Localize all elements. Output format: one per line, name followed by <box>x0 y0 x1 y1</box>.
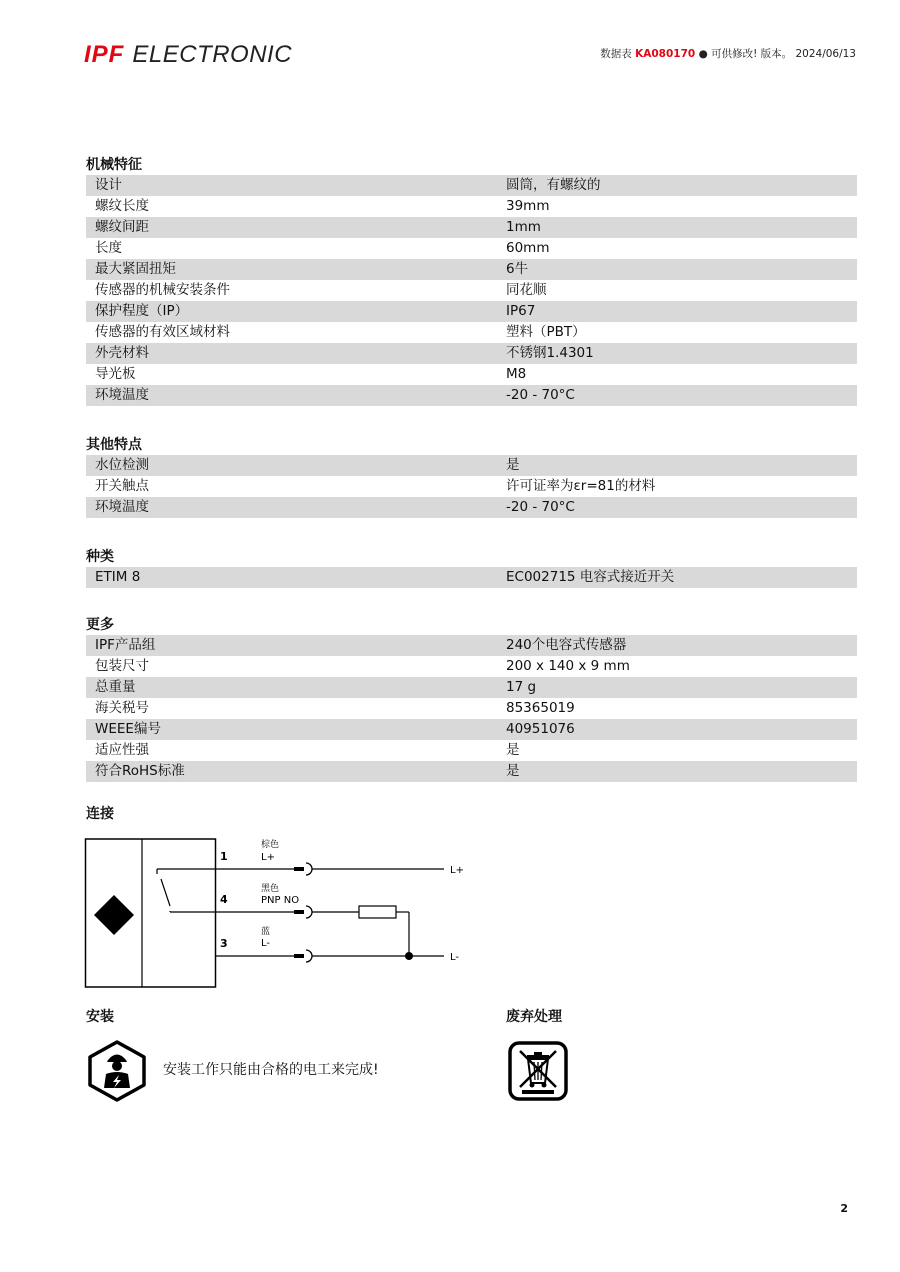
row-value: 200 x 140 x 9 mm <box>506 658 630 674</box>
table-row <box>86 175 857 196</box>
table-row <box>86 635 857 656</box>
terminal-label: L- <box>450 952 460 963</box>
row-value: -20 - 70°C <box>506 499 575 515</box>
row-value: 1mm <box>506 219 541 235</box>
row-key: 传感器的机械安装条件 <box>95 282 230 298</box>
revision-note: 可供修改! 版本。 <box>711 48 793 60</box>
doc-date: 2024/06/13 <box>795 48 856 60</box>
row-value: 不锈钢1.4301 <box>506 345 594 361</box>
table-row <box>86 385 857 406</box>
row-key: 传感器的有效区域材料 <box>95 324 230 340</box>
socket-symbol <box>306 906 312 918</box>
row-value: 60mm <box>506 240 550 256</box>
row-key: 螺纹长度 <box>95 198 149 214</box>
table-row <box>86 280 857 301</box>
section-title: 其他特点 <box>86 437 142 453</box>
table-row <box>86 476 857 497</box>
table-row <box>86 677 857 698</box>
switch-contact <box>161 879 170 906</box>
row-value: IP67 <box>506 303 536 319</box>
row-value: 240个电容式传感器 <box>506 637 627 653</box>
table-row <box>86 698 857 719</box>
row-value: 是 <box>506 457 520 473</box>
doc-label: 数据表 <box>600 48 632 60</box>
table-row <box>86 719 857 740</box>
row-key: 开关触点 <box>95 478 149 494</box>
table-row <box>86 217 857 238</box>
section-title: 机械特征 <box>86 157 142 173</box>
pin-number: 3 <box>220 937 228 950</box>
pin-number: 1 <box>220 850 228 863</box>
doc-code: KA080170 <box>635 48 696 60</box>
section-classification <box>86 547 857 588</box>
row-key: IPF产品组 <box>95 637 156 653</box>
table-row <box>86 761 857 782</box>
row-value: 是 <box>506 763 520 779</box>
row-value: 17 g <box>506 679 537 695</box>
section-mechanical <box>86 155 857 406</box>
row-value: 塑料（PBT） <box>506 324 586 340</box>
row-value: 39mm <box>506 198 550 214</box>
installation-warning-text: 安装工作只能由合格的电工来完成! <box>163 1062 379 1078</box>
section-title: 连接 <box>86 806 114 822</box>
row-value: 许可证率为εr=81的材料 <box>506 478 656 494</box>
row-value: 是 <box>506 742 520 758</box>
section-title: 种类 <box>86 549 114 565</box>
row-key: 外壳材料 <box>95 345 149 361</box>
section-more <box>86 615 857 782</box>
electrician-icon <box>86 1040 148 1102</box>
row-key: 水位检测 <box>95 457 149 473</box>
socket-symbol <box>306 863 312 875</box>
wire-signal-label: L- <box>261 938 271 949</box>
disposal-title: 废弃处理 <box>506 1009 562 1025</box>
row-key: 海关税号 <box>95 700 149 716</box>
row-key: 设计 <box>95 177 122 193</box>
terminal-label: L+ <box>450 865 464 876</box>
row-key: 总重量 <box>95 679 136 695</box>
table-row <box>86 656 857 677</box>
table-row <box>86 740 857 761</box>
row-key: 导光板 <box>95 366 136 382</box>
row-key: 长度 <box>95 240 122 256</box>
row-value: M8 <box>506 366 527 382</box>
section-title: 更多 <box>86 617 114 633</box>
ipf-logo <box>84 40 292 70</box>
row-key: 螺纹间距 <box>95 219 149 235</box>
row-value: 同花顺 <box>506 282 547 298</box>
header-meta <box>600 46 856 61</box>
row-key: WEEE编号 <box>95 721 161 737</box>
row-key: 保护程度（IP） <box>95 303 189 319</box>
table-row <box>86 455 857 476</box>
crossed-bin-icon <box>508 1041 568 1101</box>
pin-number: 4 <box>220 893 228 906</box>
wire-signal-label: PNP NO <box>261 895 300 906</box>
section-other-features <box>86 435 857 518</box>
row-key: 包装尺寸 <box>95 658 149 674</box>
load-resistor <box>359 906 396 918</box>
bullet: ● <box>698 48 708 60</box>
logo-brand: IPF <box>84 41 125 68</box>
table-row <box>86 497 857 518</box>
wiring-diagram <box>84 836 484 992</box>
row-value: -20 - 70°C <box>506 387 575 403</box>
page-number: 2 <box>840 1202 848 1215</box>
row-key: 符合RoHS标准 <box>95 763 185 779</box>
junction-dot <box>405 952 413 960</box>
wire-signal-label: L+ <box>261 852 275 863</box>
wire-color-label: 蓝 <box>261 927 271 937</box>
table-row <box>86 301 857 322</box>
socket-symbol <box>306 950 312 962</box>
row-value: 40951076 <box>506 721 575 737</box>
logo-text: ELECTRONIC <box>132 41 293 68</box>
table-row <box>86 196 857 217</box>
table-row <box>86 567 857 588</box>
table-row <box>86 364 857 385</box>
row-key: 环境温度 <box>95 387 149 403</box>
table-row <box>86 238 857 259</box>
row-value: EC002715 电容式接近开关 <box>506 569 675 585</box>
plug-pin <box>294 954 304 958</box>
row-value: 85365019 <box>506 700 575 716</box>
row-key: ETIM 8 <box>95 569 141 585</box>
plug-pin <box>294 867 304 871</box>
row-key: 环境温度 <box>95 499 149 515</box>
row-key: 最大紧固扭矩 <box>95 261 176 277</box>
table-row <box>86 259 857 280</box>
installation-title: 安装 <box>86 1009 114 1025</box>
section-connection <box>86 804 857 824</box>
row-value: 圆筒，有螺纹的 <box>506 177 601 193</box>
capacitive-sensor-symbol <box>94 895 134 935</box>
table-row <box>86 322 857 343</box>
table-row <box>86 343 857 364</box>
wire-color-label: 棕色 <box>261 840 280 850</box>
wire-color-label: 黑色 <box>261 884 280 894</box>
plug-pin <box>294 910 304 914</box>
row-value: 6牛 <box>506 261 529 277</box>
row-key: 适应性强 <box>95 742 149 758</box>
